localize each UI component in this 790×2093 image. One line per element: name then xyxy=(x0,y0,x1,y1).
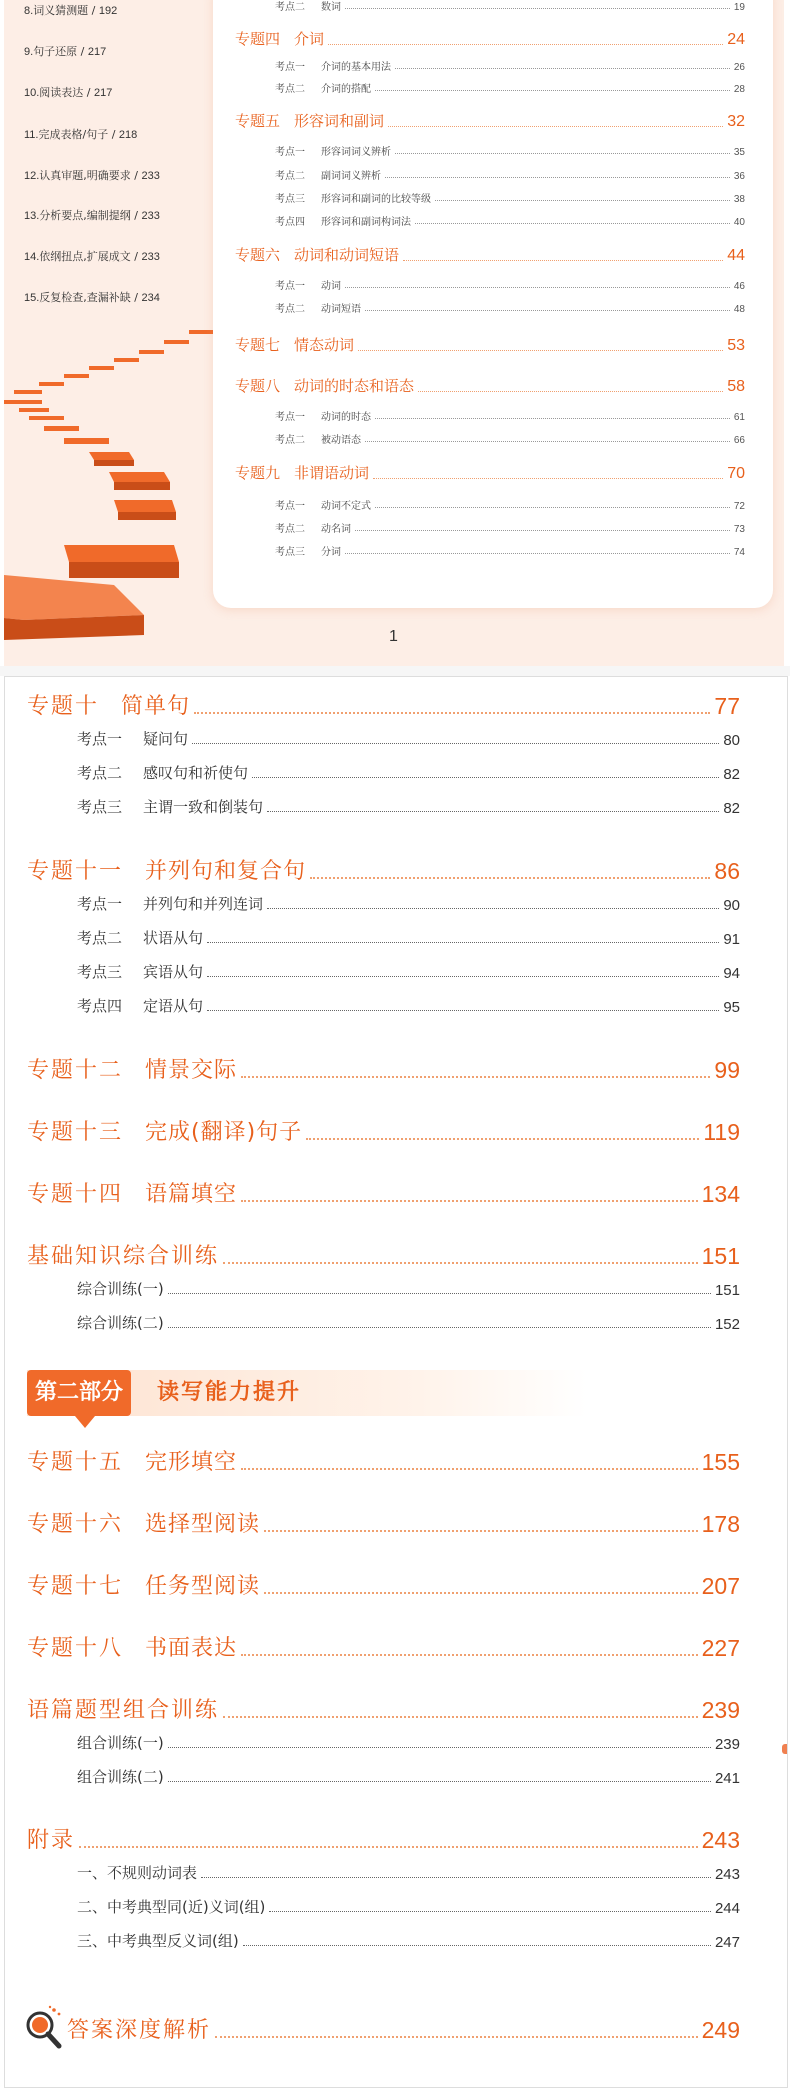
left-item: 8.词义猜测题 / 192 xyxy=(24,4,118,17)
toc-subentry[interactable]: 考点一 并列句和并列连词 90 xyxy=(77,895,740,914)
toc-subentry[interactable]: 综合训练(一) 151 xyxy=(77,1280,740,1299)
toc-chapter[interactable]: 专题十五 完形填空 155 xyxy=(27,1449,740,1475)
left-item: 15.反复检查,查漏补缺 / 234 xyxy=(24,291,160,304)
toc-subentry[interactable]: 考点二 副词词义辨析 36 xyxy=(275,171,745,182)
toc-subentry[interactable]: 考点二 介词的搭配 28 xyxy=(275,84,745,95)
toc-subentry[interactable]: 考点一 动词 46 xyxy=(275,281,745,292)
toc-chapter[interactable]: 专题九 非谓语动词 70 xyxy=(235,464,745,482)
toc-subentry[interactable]: 考点三 宾语从句 94 xyxy=(77,963,740,982)
toc-subentry[interactable]: 考点一 动词的时态 61 xyxy=(275,412,745,423)
toc-chapter[interactable]: 专题十七 任务型阅读 207 xyxy=(27,1573,740,1599)
toc-subentry[interactable]: 考点二 感叹句和祈使句 82 xyxy=(77,764,740,783)
part-tag: 第二部分 xyxy=(27,1370,131,1416)
page-divider xyxy=(0,666,790,676)
left-item: 11.完成表格/句子 / 218 xyxy=(24,128,138,141)
toc-subentry[interactable]: 考点一 形容词词义辨析 35 xyxy=(275,147,745,158)
toc-subentry[interactable]: 考点二 动词短语 48 xyxy=(275,304,745,315)
toc-chapter[interactable]: 专题十二 情景交际 99 xyxy=(27,1057,740,1083)
toc-subentry[interactable]: 考点四 定语从句 95 xyxy=(77,997,740,1016)
left-item: 9.句子还原 / 217 xyxy=(24,45,107,58)
toc-subentry[interactable]: 考点二 被动语态 66 xyxy=(275,435,745,446)
toc-subentry[interactable]: 考点三 分词 74 xyxy=(275,547,745,558)
toc-subentry[interactable]: 考点四 形容词和副词构词法 40 xyxy=(275,217,745,228)
toc-chapter[interactable]: 专题六 动词和动词短语 44 xyxy=(235,246,745,264)
part-two-banner xyxy=(27,1370,587,1416)
toc-subentry[interactable]: 考点二 数词 19 xyxy=(275,2,745,13)
toc-subentry[interactable]: 考点二 动名词 73 xyxy=(275,524,745,535)
toc-chapter[interactable]: 专题七 情态动词 53 xyxy=(235,336,745,354)
toc-subentry[interactable]: 考点一 介词的基本用法 26 xyxy=(275,62,745,73)
toc-chapter[interactable]: 专题十 简单句 77 xyxy=(27,693,740,719)
toc-subentry[interactable]: 考点三 形容词和副词的比较等级 38 xyxy=(275,194,745,205)
toc-chapter[interactable]: 附录 243 xyxy=(27,1827,740,1853)
left-item: 13.分析要点,编制提纲 / 233 xyxy=(24,209,160,222)
toc-subentry[interactable]: 考点三 主谓一致和倒装句 82 xyxy=(77,798,740,817)
toc-subentry[interactable]: 考点一 疑问句 80 xyxy=(77,730,740,749)
staircase-illustration xyxy=(4,300,224,640)
toc-chapter[interactable]: 专题五 形容词和副词 32 xyxy=(235,112,745,130)
toc-chapter[interactable]: 专题十六 选择型阅读 178 xyxy=(27,1511,740,1537)
left-item: 10.阅读表达 / 217 xyxy=(24,86,113,99)
toc-subentry[interactable]: 组合训练(一) 239 xyxy=(77,1734,740,1753)
toc-subentry[interactable]: 考点一 动词不定式 72 xyxy=(275,501,745,512)
toc-chapter[interactable]: 专题十四 语篇填空 134 xyxy=(27,1181,740,1207)
toc-chapter[interactable]: 专题八 动词的时态和语态 58 xyxy=(235,377,745,395)
toc-page-2 xyxy=(4,676,788,2088)
toc-chapter[interactable]: 专题四 介词 24 xyxy=(235,30,745,48)
toc-chapter[interactable]: 基础知识综合训练 151 xyxy=(27,1243,740,1269)
toc-card xyxy=(213,0,773,608)
toc-subentry[interactable]: 考点二 状语从句 91 xyxy=(77,929,740,948)
toc-chapter[interactable]: 专题十一 并列句和复合句 86 xyxy=(27,858,740,884)
toc-subentry[interactable]: 三、中考典型反义词(组) 247 xyxy=(77,1932,740,1951)
page-edge-marker xyxy=(782,1744,787,1754)
toc-chapter[interactable]: 专题十八 书面表达 227 xyxy=(27,1635,740,1661)
toc-subentry[interactable]: 组合训练(二) 241 xyxy=(77,1768,740,1787)
magnifier-icon xyxy=(23,2005,65,2051)
toc-page-1 xyxy=(4,0,784,667)
toc-chapter[interactable]: 语篇题型组合训练 239 xyxy=(27,1697,740,1723)
toc-subentry[interactable]: 综合训练(二) 152 xyxy=(77,1314,740,1333)
left-item: 14.依纲扭点,扩展成文 / 233 xyxy=(24,250,160,263)
toc-subentry[interactable]: 一、不规则动词表 243 xyxy=(77,1864,740,1883)
toc-chapter[interactable]: 答案深度解析 249 xyxy=(67,2017,740,2043)
left-item: 12.认真审题,明确要求 / 233 xyxy=(24,169,160,182)
toc-subentry[interactable]: 二、中考典型同(近)义词(组) 244 xyxy=(77,1898,740,1917)
part-title: 读写能力提升 xyxy=(157,1380,302,1405)
page-number: 1 xyxy=(389,628,398,645)
toc-chapter[interactable]: 专题十三 完成(翻译)句子 119 xyxy=(27,1119,740,1145)
